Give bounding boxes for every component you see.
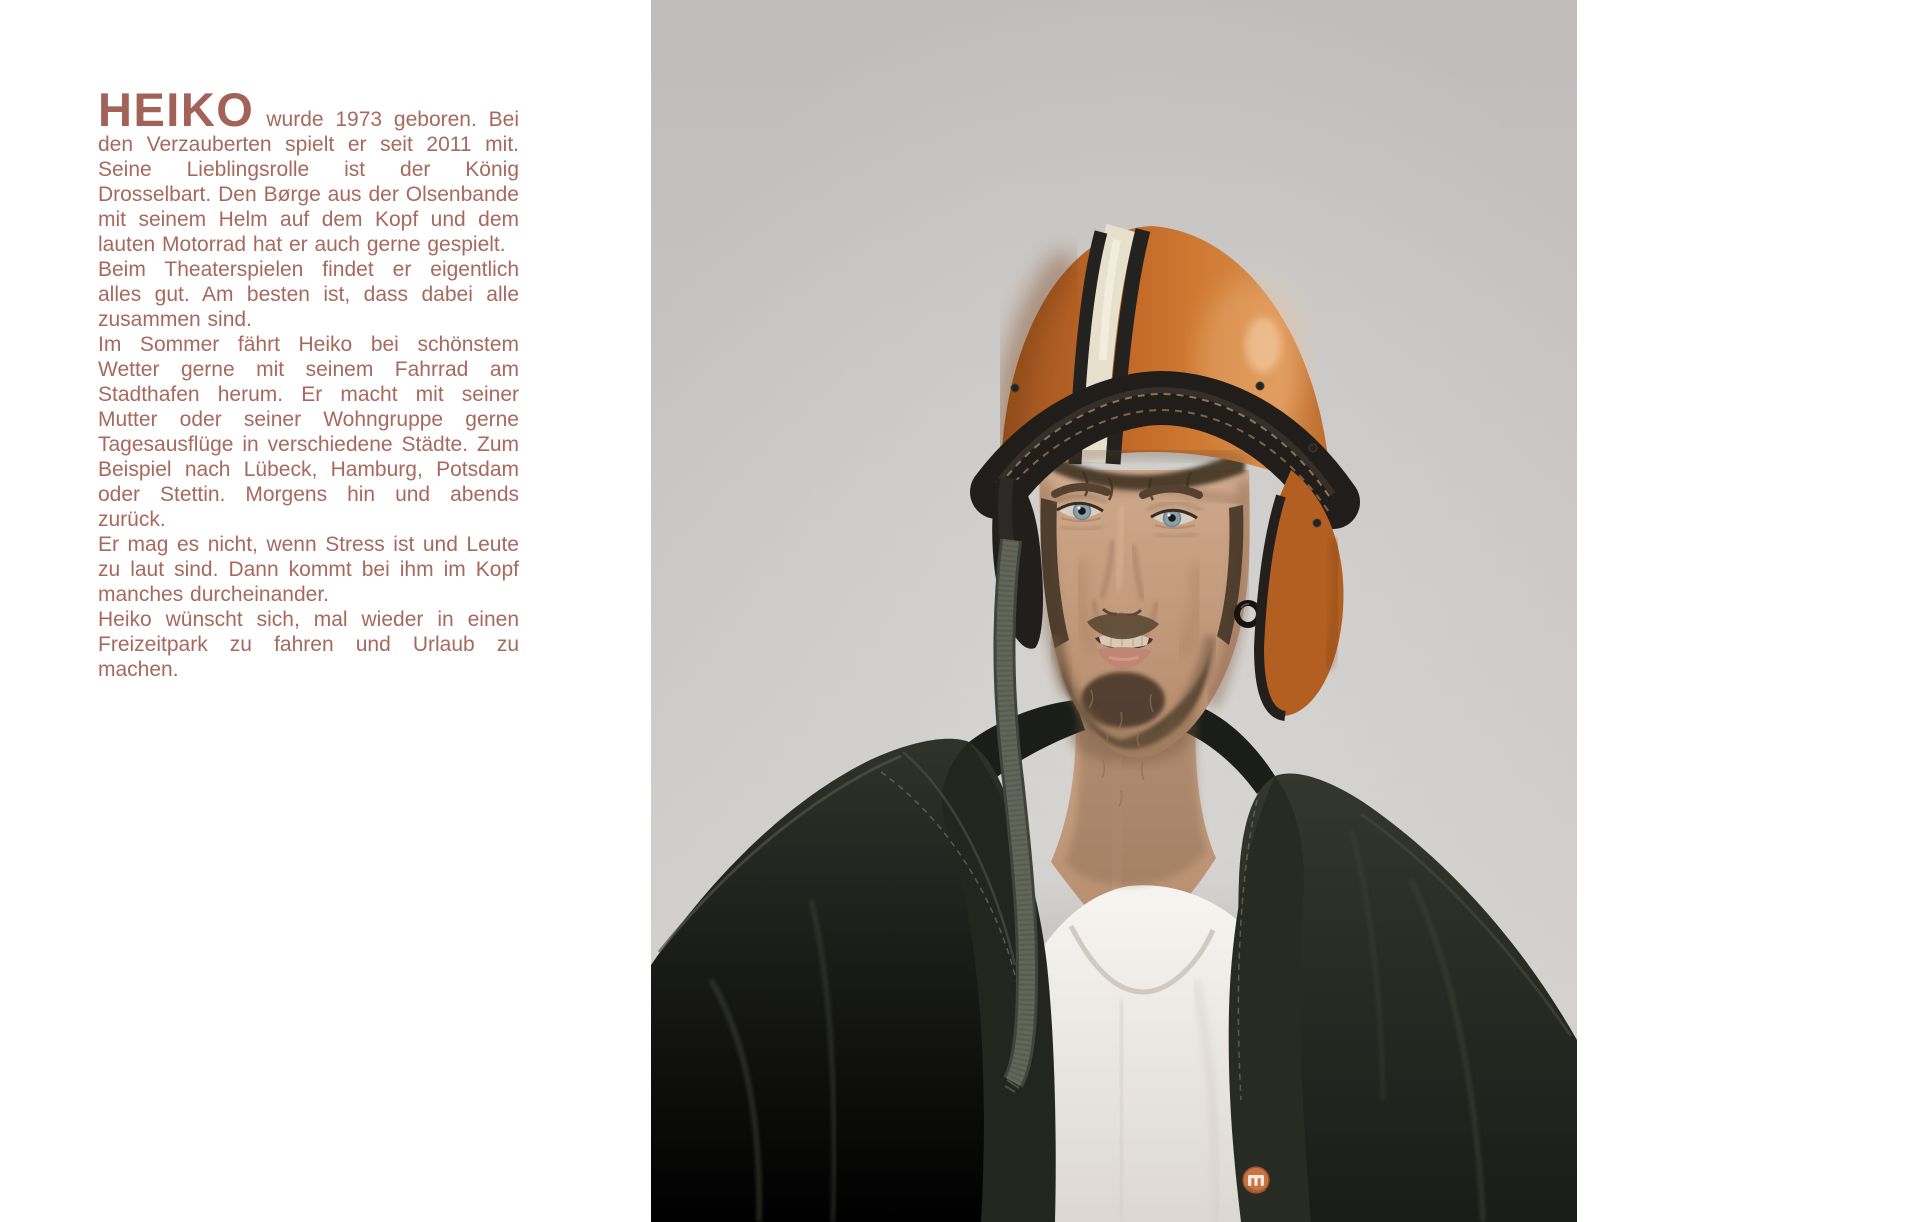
person-name-heading: HEIKO [98, 83, 255, 136]
portrait-photo [651, 0, 1577, 1222]
bio-paragraph-4: Er mag es nicht, wenn Stress ist und Leute zu laut sind. Dann kommt bei ihm im Kopf manches durcheinander. [98, 533, 519, 606]
bio-paragraph-1-text: wurde 1973 geboren. Bei den Verzauberten spielt er seit 2011 mit. Seine Lieblingsrolle ist der König Drosselbart. Den Børge aus der Olsenbande mit seinem Helm auf dem Kopf und dem lauten Motorrad hat er auch gerne gespielt. [98, 108, 519, 256]
bio-paragraph-3: Im Sommer fährt Heiko bei schönstem Wetter gerne mit seinem Fahrrad am Stadthafen herum. Er macht mit seiner Mutter oder seiner Wohngruppe gerne Tagesausflüge in verschiedene Städte. Zum Beispiel nach Lübeck, Hamburg, Potsdam oder Stettin. Morgens hin und abends zurück. [98, 333, 519, 531]
bio-paragraph-2: Beim Theaterspielen findet er eigentlich alles gut. Am besten ist, dass dabei alle zusammen sind. [98, 258, 519, 331]
bio-text-column [98, 83, 519, 682]
pin-m-logo [1248, 1175, 1264, 1186]
bio-paragraph-5: Heiko wünscht sich, mal wieder in einen Freizeitpark zu fahren und Urlaub zu machen. [98, 608, 519, 681]
badge-pin [1243, 1167, 1269, 1193]
bio-paragraph-1 [98, 83, 519, 257]
